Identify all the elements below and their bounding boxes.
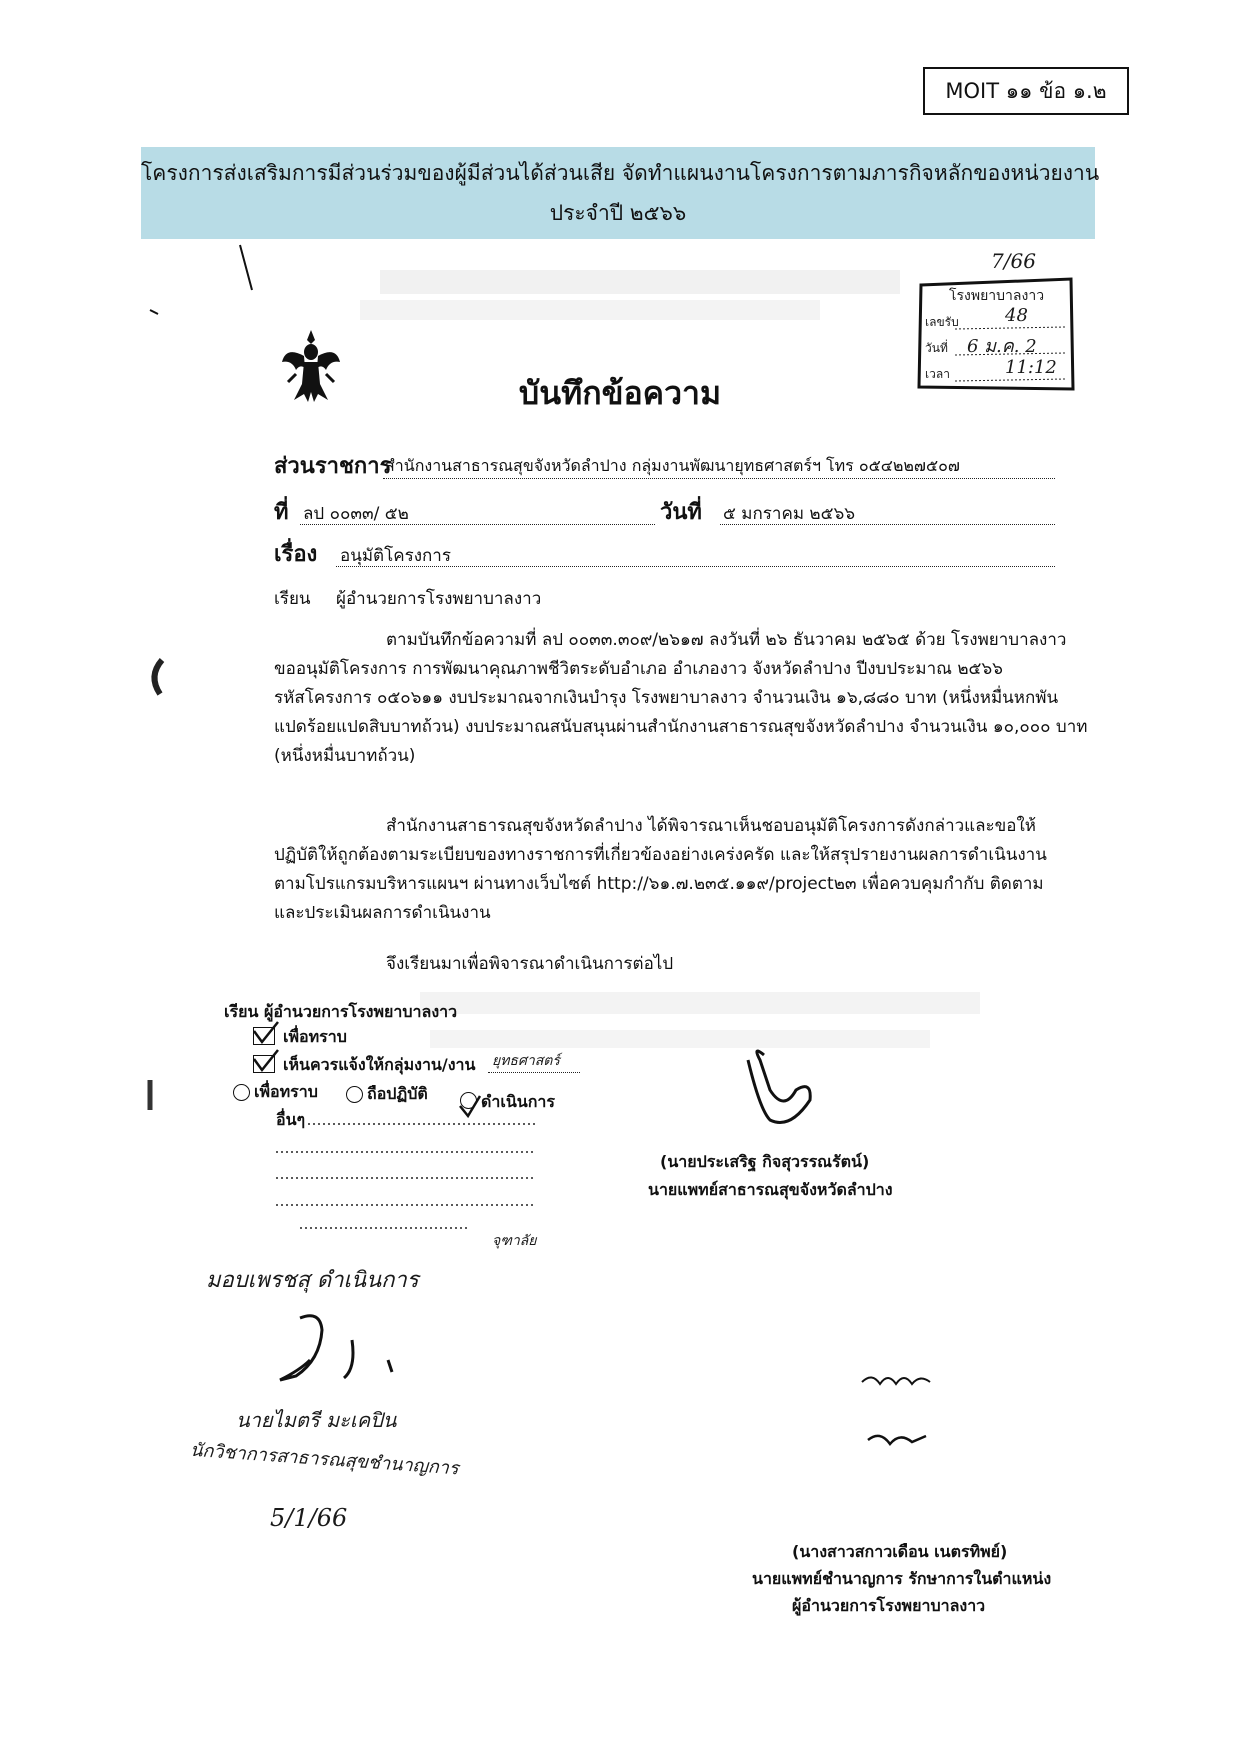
radio-comply (346, 1086, 363, 1103)
inform-checkbox (253, 1027, 275, 1045)
other-label: อื่นๆ (276, 1110, 306, 1129)
stamp-time-label: เวลา (925, 367, 950, 381)
subject-label: เรื่อง (274, 542, 318, 567)
paragraph-1-line-1: ตามบันทึกข้อความที่ ลป ๐๐๓๓.๓๐๙/๒๖๑๗ ลงวันที่ ๒๖ ธันวาคม ๒๕๖๕ ด้วย โรงพยาบาลงาว (386, 630, 1067, 650)
to-label: เรียน (274, 589, 311, 609)
opt-inform-label: เพื่อทราบ (283, 1027, 347, 1046)
subject-value: อนุมัติโครงการ (340, 546, 451, 566)
paragraph-2-line-4: และประเมินผลการดำเนินงาน (274, 903, 491, 923)
initials: จุฑาลัย (492, 1233, 537, 1249)
project-banner (141, 147, 1100, 239)
stamp-hospital: โรงพยาบาลงาว (949, 288, 1045, 304)
radio-proceed-label: ดำเนินการ (481, 1092, 555, 1111)
paragraph-1-line-5: (หนึ่งหมื่นบาทถ้วน) (274, 746, 416, 766)
radio-inform (233, 1084, 250, 1101)
signer1-position: นายแพทย์สาธารณสุขจังหวัดลำปาง (648, 1180, 893, 1199)
banner-line-1: โครงการส่งเสริมการมีส่วนร่วมของผู้มีส่วนได้ส่วนเสีย จัดทำแผนงานโครงการตามภารกิจหลักของหน่วยงาน (141, 161, 1100, 185)
signer2-date: 5/1/66 (270, 1504, 348, 1532)
to-value: ผู้อำนวยการโรงพยาบาลงาว (336, 589, 542, 609)
ref-rule (300, 524, 655, 525)
routing-to: เรียน ผู้อำนวยการโรงพยาบาลงาว (224, 1002, 458, 1021)
paragraph-2-line-1: สำนักงานสาธารณสุขจังหวัดลำปาง ได้พิจารณาเห็นชอบอนุมัติโครงการดังกล่าวและขอให้ (386, 816, 1037, 836)
signer2-name: นายไมตรี มะเคปิน (236, 1408, 397, 1432)
radio-comply-label: ถือปฏิบัติ (367, 1084, 428, 1103)
reference-code: MOIT ๑๑ ข้อ ๑.๒ (945, 79, 1107, 103)
closing-line: จึงเรียนมาเพื่อพิจารณาดำเนินการต่อไป (386, 954, 674, 974)
paragraph-1-line-2: ขออนุมัติโครงการ การพัฒนาคุณภาพชีวิตระดับอำเภอ อำเภองาว จังหวัดลำปาง ปีงบประมาณ ๒๕๖๖ (274, 659, 1003, 679)
paragraph-2 (274, 812, 1077, 928)
paragraph-2-line-3: ตามโปรแกรมบริหารแผนฯ ผ่านทางเว็บไซต์ http://๖๑.๗.๒๓๕.๑๑๙/project๒๓ เพื่อควบคุมกำกับ ติดตาม (274, 874, 1044, 894)
date-value: ๕ มกราคม ๒๕๖๖ (723, 504, 856, 524)
stamp-time-value: 11:12 (1005, 357, 1057, 378)
notify-checkbox (253, 1055, 275, 1073)
agency-rule (383, 478, 1055, 479)
signer3-position-2: ผู้อำนวยการโรงพยาบาลงาว (792, 1596, 986, 1615)
handwritten-note: มอบเพรชสุ ดำเนินการ (206, 1268, 419, 1293)
opt-notify-label: เห็นควรแจ้งให้กลุ่มงาน/งาน (283, 1055, 476, 1074)
subject-rule (336, 566, 1055, 567)
stamp-receive-number: 48 (1005, 305, 1028, 326)
agency-label: ส่วนราชการ (274, 454, 392, 479)
ref-label: ที่ (274, 500, 289, 525)
stamp-date-label: วันที่ (925, 341, 948, 355)
signer2-position: นักวิชาการสาธารณสุขชำนาญการ (189, 1439, 460, 1480)
notify-unit: ยุทธศาสตร์ (492, 1053, 560, 1069)
paragraph-2-line-2: ปฏิบัติให้ถูกต้องตามระเบียบของทางราชการที่เกี่ยวข้องอย่างเคร่งครัด และให้สรุปรายงานผลการดำเนินงาน (274, 845, 1047, 865)
reference-box (923, 67, 1129, 115)
signer3-name: (นางสาวสกาวเดือน เนตรทิพย์) (792, 1542, 1008, 1561)
stamp-date-value: 6 ม.ค. 2 (967, 336, 1037, 357)
paragraph-1-line-3: รหัสโครงการ ๐๕๐๖๑๑ งบประมาณจากเงินบำรุง โรงพยาบาลงาว จำนวนเงิน ๑๖,๘๘๐ บาท (หนึ่งหมื่นหกพัน (274, 688, 1059, 708)
date-label: วันที่ (660, 500, 702, 525)
paragraph-1 (274, 626, 1088, 771)
radio-inform-label: เพื่อทราบ (254, 1082, 318, 1101)
paragraph-1-line-4: แปดร้อยแปดสิบบาทถ้วน) งบประมาณสนับสนุนผ่านสำนักงานสาธารณสุขจังหวัดลำปาง จำนวนเงิน ๑๐,๐๐๐ บาท (274, 717, 1088, 737)
signer3-position-1: นายแพทย์ชำนาญการ รักษาการในตำแหน่ง (752, 1569, 1052, 1588)
signer1-name: (นายประเสริฐ กิจสุวรรณรัตน์) (660, 1152, 870, 1171)
date-rule (720, 524, 1055, 525)
agency-value: สำนักงานสาธารณสุขจังหวัดลำปาง กลุ่มงานพัฒนายุทธศาสตร์ฯ โทร ๐๕๔๒๒๗๕๐๗ (385, 456, 960, 475)
stamp-top-number: 7/66 (991, 249, 1036, 273)
notify-unit-rule (488, 1072, 580, 1073)
memo-title: บันทึกข้อความ (518, 374, 722, 412)
radio-proceed (460, 1092, 477, 1109)
ref-value: ลป ๐๐๓๓/ ๕๒ (303, 504, 409, 524)
banner-line-2: ประจำปี ๒๕๖๖ (549, 201, 687, 225)
stamp-receive-label: เลขรับ (925, 315, 959, 329)
